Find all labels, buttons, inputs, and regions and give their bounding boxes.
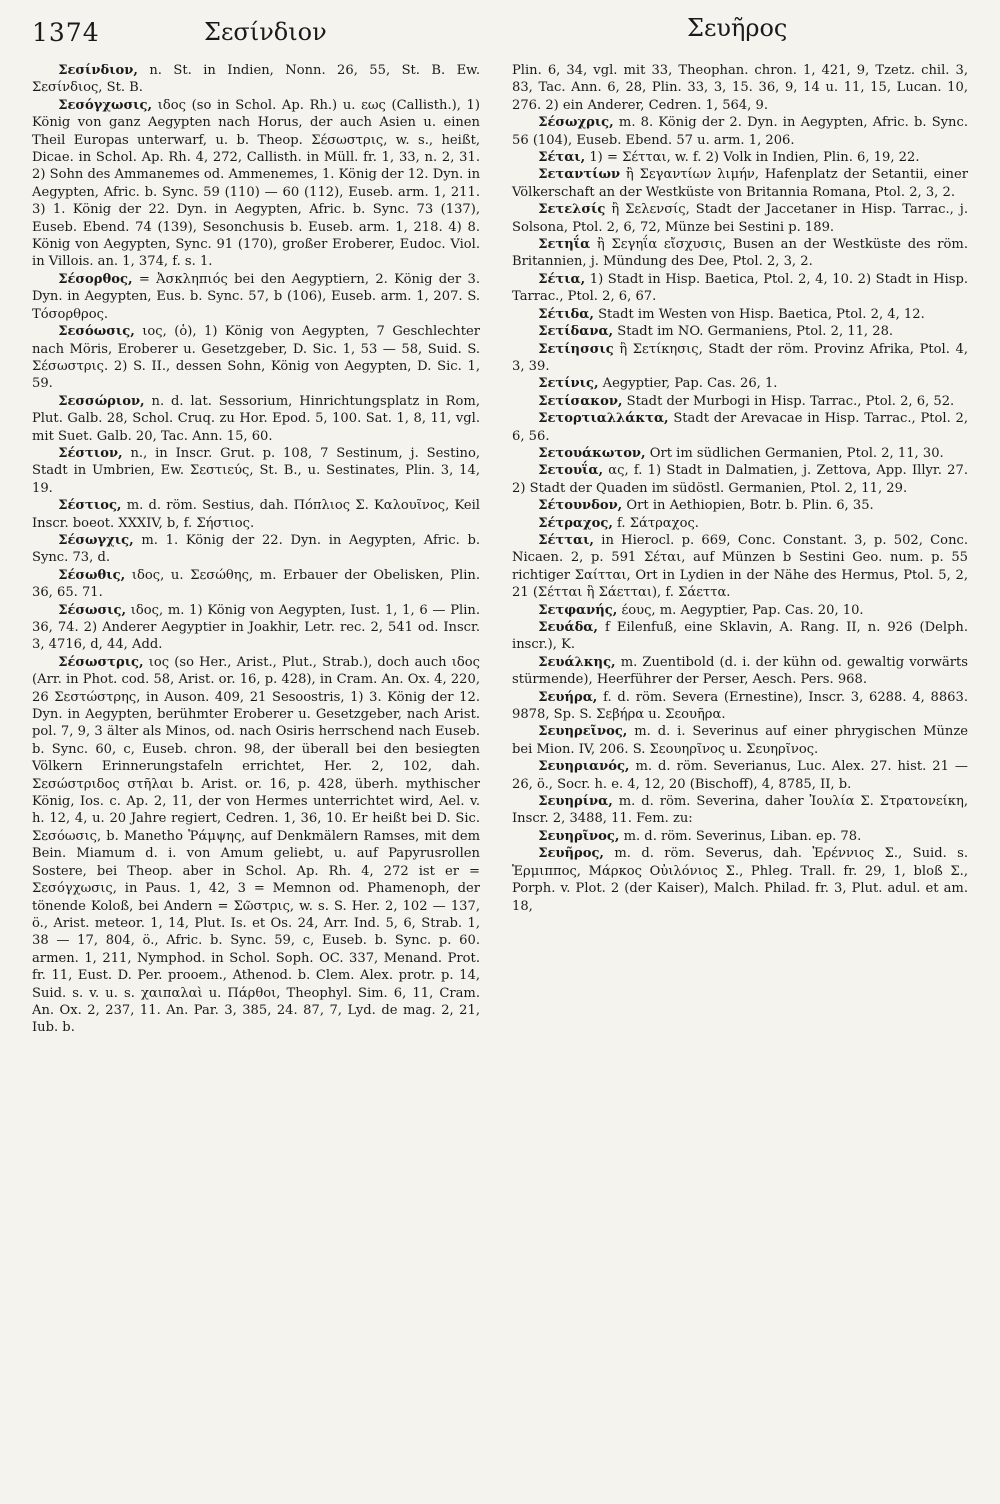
dictionary-entry <box>512 515 968 532</box>
entry-text: Stadt der Murbogi in Hisp. Tarrac., Ptol. 2, 6, 52. <box>622 393 955 409</box>
entry-headword: Σέτραχος, <box>538 515 613 531</box>
page-number: 1374 <box>32 18 100 47</box>
entry-text: m. d. i. Severinus auf einer phrygischen Münze bei Mion. IV, 206. S. Σεουηρῖνος u. Σευηρῖνος. <box>512 724 968 757</box>
entry-text: έους, m. Aegyptier, Pap. Cas. 20, 10. <box>617 602 864 618</box>
entry-text: Ort im südlichen Germanien, Ptol. 2, 11, 30. <box>645 445 944 461</box>
dictionary-entry <box>512 602 968 619</box>
dictionary-entry <box>512 114 968 149</box>
dictionary-entry <box>512 654 968 689</box>
entry-headword: Σέσωθις, <box>58 567 126 583</box>
entry-text: n. St. in Indien, Nonn. 26, 55, St. B. Ew. Σεσίνδιος, St. B. <box>32 63 480 96</box>
dictionary-entry <box>512 149 968 166</box>
entry-text: ἢ Σελενσίς, Stadt der Jaccetaner in Hisp. Tarrac., j. Solsona, Ptol. 2, 6, 72, Münze bei Sestini p. 189. <box>512 202 968 235</box>
left-column <box>32 62 480 1037</box>
entry-headword: Σευηριανός, <box>538 759 630 775</box>
entry-headword: Σεσσώριον, <box>58 393 145 409</box>
entry-text: n., in Inscr. Grut. p. 108, 7 Sestinum, j. Sestino, Stadt in Umbrien, Ew. Σεστιεύς, St. B., u. Sestinates, Plin. 3, 14, 19. <box>32 445 480 496</box>
entry-headword: Σέσορθος, <box>58 271 133 287</box>
entry-headword: Σετίησσις <box>538 341 614 357</box>
dictionary-entry <box>512 166 968 201</box>
dictionary-entry <box>512 723 968 758</box>
entry-headword: Σέσωσις, <box>58 602 127 618</box>
dictionary-entry <box>32 532 480 567</box>
entry-text: m. d. röm. Severianus, Luc. Alex. 27. hist. 21 — 26, ö., Socr. h. e. 4, 12, 20 (Bischoff), 4, 8785, II, b. <box>512 759 968 792</box>
entry-headword: Σεταντίων <box>538 167 621 183</box>
dictionary-entry <box>512 393 968 410</box>
entry-headword: Σετορτιαλλάκτα, <box>538 411 669 427</box>
entry-text: ἢ Σεγαντίων λιμήν, Hafenplatz der Setantii, einer Völkerschaft an der Westküste von Britannia Romana, Ptol. 2, 3, 2. <box>512 167 968 200</box>
dictionary-entry <box>512 793 968 828</box>
dictionary-entry <box>512 462 968 497</box>
entry-text: in Hierocl. p. 669, Conc. Constant. 3, p. 502, Conc. Nicaen. 2, p. 591 Σέται, auf Münzen b Sestini Geo. num. p. 55 richtiger Σαίτται, Ort in Lydien in der Nähe des Hermus, Ptol. 5, 2, 21 (Σέτται ἢ Σάετται), f. Σάεττα. <box>512 532 968 601</box>
entry-text: m. d. röm. Severus, dah. Ἐρέννιος Σ., Suid. s. Ἑρμιππος, Μάρκος Οὐιλόνιος Σ., Phleg. Trall. fr. 29, 1, bloß Σ., Porph. v. Plot. 2 (der Kaiser), Malch. Philad. fr. 3, Plut. adul. et am. 18, <box>512 846 968 914</box>
dictionary-entry <box>512 497 968 514</box>
entry-headword: Σέτιδα, <box>538 306 594 322</box>
dictionary-entry <box>512 323 968 340</box>
entry-text: m. 1. König der 22. Dyn. in Aegypten, Afric. b. Sync. 73, d. <box>32 532 480 566</box>
entry-headword: Σέστιος, <box>58 498 122 514</box>
entry-headword: Σευῆρος, <box>538 846 604 862</box>
dictionary-entry <box>32 602 480 654</box>
entry-headword: Σεσόωσις, <box>58 324 135 340</box>
entry-text: 1) = Σέτται, w. f. 2) Volk in Indien, Plin. 6, 19, 22. <box>585 150 920 166</box>
dictionary-entry <box>32 654 480 1037</box>
entry-text: f. Σάτραχος. <box>612 515 699 531</box>
dictionary-entry <box>512 271 968 306</box>
entry-headword: Σέτουνδον, <box>538 498 623 514</box>
right-column <box>512 62 968 915</box>
entry-text: Plin. 6, 34, vgl. mit 33, Theophan. chron. 1, 421, 9, Tzetz. chil. 3, 83, Tac. Ann. 6, 28, Plin. 33, 3, 15. 36, 9, 14 u. 11, 15, Lucan. 10, 276. 2) ein Anderer, Cedren. 1, 564, 9. <box>512 63 968 113</box>
dictionary-entry <box>512 445 968 462</box>
entry-text: n. d. lat. Sessorium, Hinrichtungsplatz in Rom, Plut. Galb. 28, Schol. Cruq. zu Hor. Epod. 5, 100. Sat. 1, 8, 11, vgl. mit Suet. Galb. 20, Tac. Ann. 15, 60. <box>32 393 480 444</box>
entry-headword: Σευήρα, <box>538 689 598 705</box>
entry-text: f Eilenfuß, eine Sklavin, A. Rang. II, n. 926 (Delph. inscr.), K. <box>512 620 968 653</box>
entry-headword: Σεσόγχωσις, <box>58 97 153 113</box>
entry-text: Ort in Aethiopien, Botr. b. Plin. 6, 35. <box>622 498 874 514</box>
dictionary-entry <box>512 236 968 271</box>
dictionary-entry <box>32 271 480 323</box>
entry-headword: Σευάλκης, <box>538 654 616 670</box>
entry-text: ἢ Σετίκησις, Stadt der röm. Provinz Afrika, Ptol. 4, 3, 39. <box>512 341 968 374</box>
entry-headword: Σετίνις, <box>538 376 599 392</box>
dictionary-entry <box>512 341 968 376</box>
dictionary-entry <box>512 532 968 602</box>
entry-headword: Σευηρῖνος, <box>538 828 620 844</box>
entry-text: Stadt im NO. Germaniens, Ptol. 2, 11, 28. <box>613 324 894 340</box>
entry-headword: Σέσωστρις, <box>58 654 144 670</box>
dictionary-entry <box>512 201 968 236</box>
dictionary-entry <box>32 497 480 532</box>
entry-text: ιος (so Her., Arist., Plut., Strab.), doch auch ιδος (Arr. in Phot. cod. 58, Arist. or. 16, p. 428), in Cram. An. Ox. 4, 220, 26 Σεστώστρης, in Auson. 409, 21 Sesoostris, 1) 3. König der 12. Dyn. in Aegypten, berühmter Eroberer u. Gesetzgeber, nach Arist. pol. 7, 9, 3 älter als Minos, od. nach Osiris herrschend nach Euseb. b. Sync. 60, c, Euseb. chron. 98, der überall bei den besiegten Völkern Erinnerungstafeln errichtet, Her. 2, 102, dah. Σεσώστριδος στῆλαι b. Arist. or. 16, p. 428, überh. mythischer König, Ios. c. Ap. 2, 11, der von Hermes unterrichtet wird, Ael. v. h. 12, 4, u. 20 Jahre regiert, Cedren. 1, 36, 10. Er heißt bei D. Sic. Σεσόωσις, b. Manetho Ῥάμψης, auf Denkmälern Ramses, mit dem Bein. Miamum d. i. von Amum geliebt, u. auf Papyrusrollen Sostere, bei Theop. aber in Schol. Ap. Rh. 4, 272 ist er = Σεσόγχωσις, in Paus. 1, 42, 3 = Memnon od. Phamenoph, der tönende Koloß, bei Andern = Σῶστρις, w. s. S. Her. 2, 102 — 137, ö., Arist. meteor. 1, 14, Plut. Is. et Os. 24, Arr. Ind. 5, 6, Strab. 1, 38 — 17, 804, ö., Afric. b. Sync. 59, c, Euseb. b. Sync. p. 60. armen. 1, 211, Nymphod. in Schol. Soph. OC. 337, Menand. Prot. fr. 11, Eust. D. Per. prooem., Athenod. b. Clem. Alex. protr. p. 14, Suid. s. v. u. s. χαιπαλαὶ u. Πάρθοι, Theophyl. Sim. 6, 11, Cram. An. Ox. 2, 237, 11. An. Par. 3, 385, 24. 87, 7, Lyd. de mag. 2, 21, Iub. b. <box>32 654 480 1036</box>
entry-text: ἢ Σεγηΐα εἴσχυσις, Busen an der Westküste des röm. Britannien, j. Mündung des Dee, Ptol. 2, 3, 2. <box>512 237 968 270</box>
entry-headword: Σετφανής, <box>538 602 618 618</box>
entry-text: Stadt der Arevacae in Hisp. Tarrac., Ptol. 2, 6, 56. <box>512 411 968 444</box>
entry-text: = Ἀσκληπιός bei den Aegyptiern, 2. König der 3. Dyn. in Aegypten, Eus. b. Sync. 57, b (106), Euseb. arm. 1, 207. S. Τόσορθρος. <box>32 271 480 322</box>
entry-text: Stadt im Westen von Hisp. Baetica, Ptol. 2, 4, 12. <box>593 306 925 322</box>
entry-text: m. d. röm. Sestius, dah. Πόπλιος Σ. Καλουῖνος, Keil Inscr. boeot. XXXIV, b, f. Σήστιος. <box>32 498 480 531</box>
entry-headword: Σέτια, <box>538 271 586 287</box>
dictionary-entry <box>512 306 968 323</box>
entry-text: 1) Stadt in Hisp. Baetica, Ptol. 2, 4, 10. 2) Stadt in Hisp. Tarrac., Ptol. 2, 6, 67. <box>512 271 968 305</box>
dictionary-entry <box>512 619 968 654</box>
entry-headword: Σετουάκωτον, <box>538 445 646 461</box>
entry-headword: Σετελσίς <box>538 202 606 218</box>
entry-headword: Σευηρεῖνος, <box>538 724 628 740</box>
right-running-headword: Σευῆρος <box>687 14 788 42</box>
entry-headword: Σέστιον, <box>58 445 123 461</box>
entry-text: ιος, (ὁ), 1) König von Aegypten, 7 Geschlechter nach Möris, Eroberer u. Gesetzgeber, D. Sic. 1, 53 — 58, Suid. S. Σέσωστρις. 2) S. II., dessen Sohn, König von Aegypten, D. Sic. 1, 59. <box>32 324 480 392</box>
running-header <box>32 14 968 54</box>
entry-headword: Σέτται, <box>538 532 594 548</box>
dictionary-entry <box>32 445 480 497</box>
dictionary-entry <box>32 97 480 271</box>
entry-headword: Σεσίνδιον, <box>58 63 138 78</box>
dictionary-entry <box>512 375 968 392</box>
entry-headword: Σετίδανα, <box>538 324 614 340</box>
dictionary-entry <box>512 689 968 724</box>
entry-text: ιδος, m. 1) König von Aegypten, Iust. 1, 1, 6 — Plin. 36, 74. 2) Anderer Aegyptier in Joakhir, Letr. rec. 2, 541 od. Inscr. 3, 4716, d, 44, Add. <box>32 602 480 653</box>
dictionary-entry <box>32 393 480 445</box>
entry-headword: Σέται, <box>538 150 586 166</box>
entry-text: ιδος (so in Schol. Ap. Rh.) u. εως (Callisth.), 1) König von ganz Aegypten nach Horus, der auch Asien u. einen Theil Europas unterwarf, u. b. Theop. Σέσωστρις, w. s., heißt, Dicae. in Schol. Ap. Rh. 4, 272, Callisth. in Müll. fr. 1, 33, n. 2, 31. 2) Sohn des Ammanemes od. Ammenemes, 1. König der 12. Dyn. in Aegypten, Afric. b. Sync. 59 (110) — 60 (112), Euseb. arm. 1, 211. 3) 1. König der 22. Dyn. in Aegypten, Afric. b. Sync. 73 (137), Euseb. Ebend. 74 (139), Sesonchusis b. Euseb. arm. 1, 218. 4) 8. König von Aegypten, Sync. 91 (170), großer Eroberer, Eudoc. Viol. in Villois. an. 1, 374, f. s. 1. <box>32 97 480 270</box>
dictionary-entry <box>512 410 968 445</box>
dictionary-entry <box>512 828 968 845</box>
entry-headword: Σευηρίνα, <box>538 794 613 810</box>
entry-headword: Σέσωγχις, <box>58 532 134 548</box>
left-running-headword: Σεσίνδιον <box>204 18 327 46</box>
entry-text: Aegyptier, Pap. Cas. 26, 1. <box>598 376 778 392</box>
dictionary-entry <box>32 323 480 393</box>
dictionary-entry <box>512 758 968 793</box>
entry-headword: Σετίσακον, <box>538 393 623 409</box>
entry-headword: Σέσωχρις, <box>538 115 614 131</box>
entry-text: ιδος, u. Σεσώθης, m. Erbauer der Obelisken, Plin. 36, 65. 71. <box>32 567 480 601</box>
dictionary-entry <box>32 567 480 602</box>
entry-headword: Σετουΐα, <box>538 463 604 479</box>
entry-text: m. 8. König der 2. Dyn. in Aegypten, Afric. b. Sync. 56 (104), Euseb. Ebend. 57 u. arm. 1, 206. <box>512 115 968 148</box>
entry-headword: Σετηΐα <box>538 237 591 253</box>
entry-headword: Σευάδα, <box>538 620 598 635</box>
dictionary-entry <box>32 62 480 97</box>
entry-text: m. d. röm. Severina, daher Ἰουλία Σ. Στρατονείκη, Inscr. 2, 3488, 11. Fem. zu: <box>512 794 968 827</box>
entry-text: m. d. röm. Severinus, Liban. ep. 78. <box>619 828 862 844</box>
dictionary-entry <box>512 62 968 114</box>
entry-text: ας, f. 1) Stadt in Dalmatien, j. Zettova, App. Illyr. 27. 2) Stadt der Quaden im südöstl. Germanien, Ptol. 2, 11, 29. <box>512 463 968 496</box>
entry-text: m. Zuentibold (d. i. der kühn od. gewaltig vorwärts stürmende), Heerführer der Perser, Aesch. Pers. 968. <box>512 654 968 688</box>
entry-text: f. d. röm. Severa (Ernestine), Inscr. 3, 6288. 4, 8863. 9878, Sp. S. Σεβήρα u. Σεουῆρα. <box>512 689 968 723</box>
dictionary-entry <box>512 845 968 915</box>
